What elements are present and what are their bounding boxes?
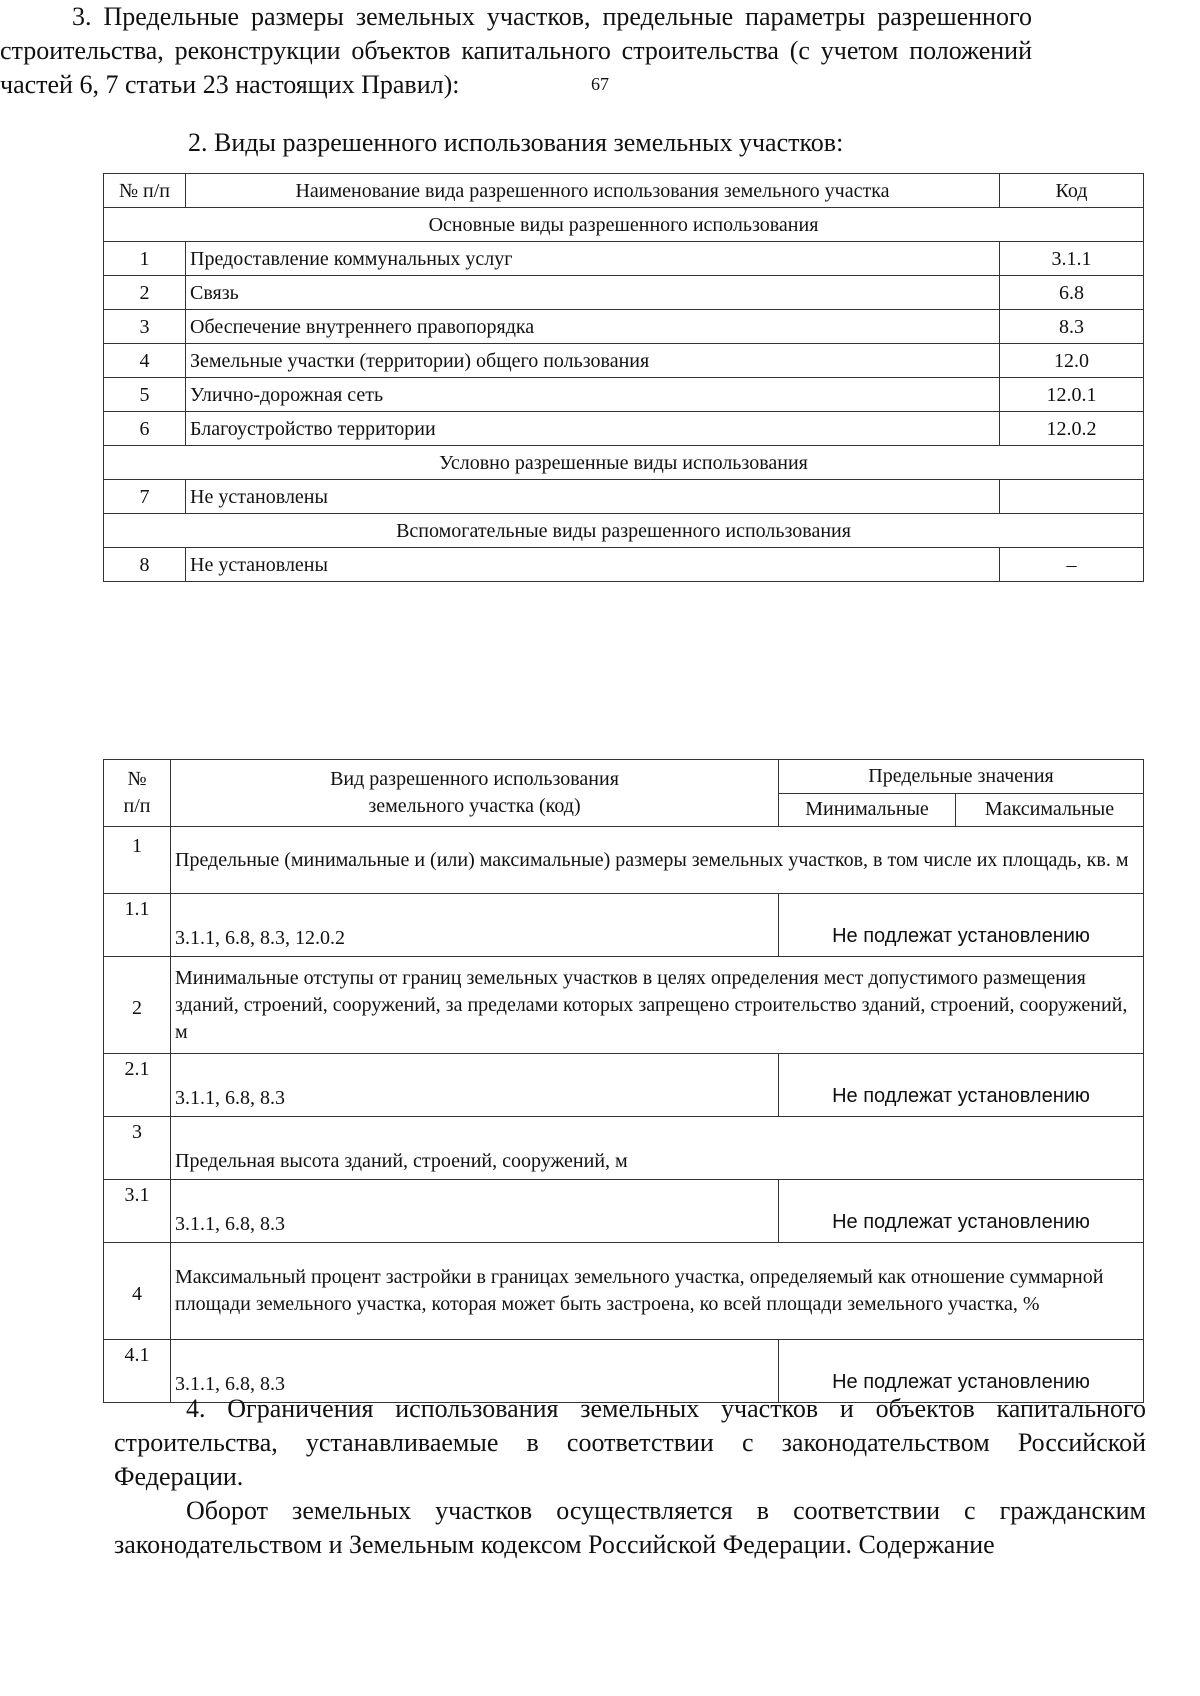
row-codes: 3.1.1, 6.8, 8.3 [171, 1054, 779, 1117]
row-number: 1.1 [104, 894, 171, 957]
table-row [104, 957, 1144, 1054]
row-number: 2.1 [104, 1054, 171, 1117]
group-row-main [104, 208, 1144, 242]
table-row [104, 242, 1144, 276]
group-label-auxiliary: Вспомогательные виды разрешенного использования [104, 514, 1144, 548]
section2-heading: 2. Виды разрешенного использования земельных участков: [188, 128, 844, 157]
table-row [104, 412, 1144, 446]
row-code: 6.8 [1000, 276, 1144, 310]
table-row [104, 378, 1144, 412]
column-header-max: Максимальные [956, 793, 1144, 827]
row-number: 3 [104, 1117, 171, 1180]
table-row [104, 276, 1144, 310]
row-number: 7 [104, 480, 186, 514]
row-code: 3.1.1 [1000, 242, 1144, 276]
section4-paragraph [114, 1494, 1146, 1562]
column-header-limits: Предельные значения [779, 760, 1144, 794]
row-name: Не установлены [186, 548, 1000, 582]
header-number-line1: № [127, 768, 147, 790]
row-number: 2 [104, 957, 171, 1054]
table-row [104, 894, 1144, 957]
row-code: 12.0.2 [1000, 412, 1144, 446]
section3-heading-text: 3. Предельные размеры земельных участков, предельные параметры разрешенного строительства, реконструкции объектов капитального строительства (с учетом положений частей 6, 7 статьи 23 настоящих Правил): [0, 2, 1032, 99]
table-row [104, 827, 1144, 894]
table-row [104, 548, 1144, 582]
row-value: Не подлежат установлению [779, 894, 1144, 957]
row-description: Предельная высота зданий, строений, сооружений, м [171, 1117, 1144, 1180]
section4-heading [114, 1392, 1146, 1494]
row-number: 4 [104, 1243, 171, 1340]
row-number: 8 [104, 548, 186, 582]
column-header-name: Наименование вида разрешенного использования земельного участка [186, 174, 1000, 208]
column-header-number: № п/п [104, 174, 186, 208]
row-name: Земельные участки (территории) общего пользования [186, 344, 1000, 378]
group-row-conditional [104, 446, 1144, 480]
row-name: Обеспечение внутреннего правопорядка [186, 310, 1000, 344]
table-row [104, 1180, 1144, 1243]
row-value: Не подлежат установлению [779, 1054, 1144, 1117]
row-number: 2 [104, 276, 186, 310]
row-description: Предельные (минимальные и (или) максимальные) размеры земельных участков, в том числе их площадь, кв. м [171, 827, 1144, 894]
row-code: 12.0 [1000, 344, 1144, 378]
header-kind-line2: земельного участка (код) [368, 795, 581, 817]
page-number: 67 [591, 74, 609, 94]
column-header-number [104, 760, 171, 827]
group-label-main: Основные виды разрешенного использования [104, 208, 1144, 242]
group-label-conditional: Условно разрешенные виды использования [104, 446, 1144, 480]
permitted-uses-table [103, 173, 1144, 582]
row-code: – [1000, 548, 1144, 582]
row-codes: 3.1.1, 6.8, 8.3 [171, 1180, 779, 1243]
row-number: 3.1 [104, 1180, 171, 1243]
table-header-row [104, 760, 1144, 794]
table-row [104, 1054, 1144, 1117]
row-number: 1 [104, 242, 186, 276]
row-name: Связь [186, 276, 1000, 310]
header-kind-line1: Вид разрешенного использования [330, 768, 619, 790]
row-name: Улично-дорожная сеть [186, 378, 1000, 412]
row-name: Благоустройство территории [186, 412, 1000, 446]
row-number: 1 [104, 827, 171, 894]
limits-table [103, 759, 1144, 1403]
row-codes: 3.1.1, 6.8, 8.3 [171, 1340, 779, 1403]
table-row [104, 480, 1144, 514]
row-number: 4 [104, 344, 186, 378]
table-row [104, 344, 1144, 378]
header-number-line2: п/п [123, 795, 151, 817]
section4-heading-text: 4. Ограничения использования земельных участков и объектов капитального строительства, устанавливаемые в соответствии с законодательством Российской Федерации. [114, 1394, 1146, 1491]
row-number: 6 [104, 412, 186, 446]
row-number: 5 [104, 378, 186, 412]
column-header-kind [171, 760, 779, 827]
row-code: 8.3 [1000, 310, 1144, 344]
row-number: 4.1 [104, 1340, 171, 1403]
row-number: 3 [104, 310, 186, 344]
table-header-row [104, 174, 1144, 208]
table-row [104, 310, 1144, 344]
section4-paragraph-text: Оборот земельных участков осуществляется в соответствии с гражданским законодательством и Земельным кодексом Российской Федерации. Содержание [114, 1496, 1146, 1559]
column-header-min: Минимальные [779, 793, 956, 827]
row-value: Не подлежат установлению [779, 1180, 1144, 1243]
row-name: Предоставление коммунальных услуг [186, 242, 1000, 276]
column-header-code: Код [1000, 174, 1144, 208]
row-description: Максимальный процент застройки в границах земельного участка, определяемый как отношение суммарной площади земельного участка, которая может быть застроена, ко всей площади земельного участка, % [171, 1243, 1144, 1340]
table-row [104, 1117, 1144, 1180]
group-row-auxiliary [104, 514, 1144, 548]
row-codes: 3.1.1, 6.8, 8.3, 12.0.2 [171, 894, 779, 957]
table-row [104, 1243, 1144, 1340]
row-value: Не подлежат установлению [779, 1340, 1144, 1403]
row-code: 12.0.1 [1000, 378, 1144, 412]
row-code [1000, 480, 1144, 514]
row-name: Не установлены [186, 480, 1000, 514]
row-description: Минимальные отступы от границ земельных участков в целях определения мест допустимого размещения зданий, строений, сооружений, за пределами которых запрещено строительство зданий, строений, сооружений, м [171, 957, 1144, 1054]
